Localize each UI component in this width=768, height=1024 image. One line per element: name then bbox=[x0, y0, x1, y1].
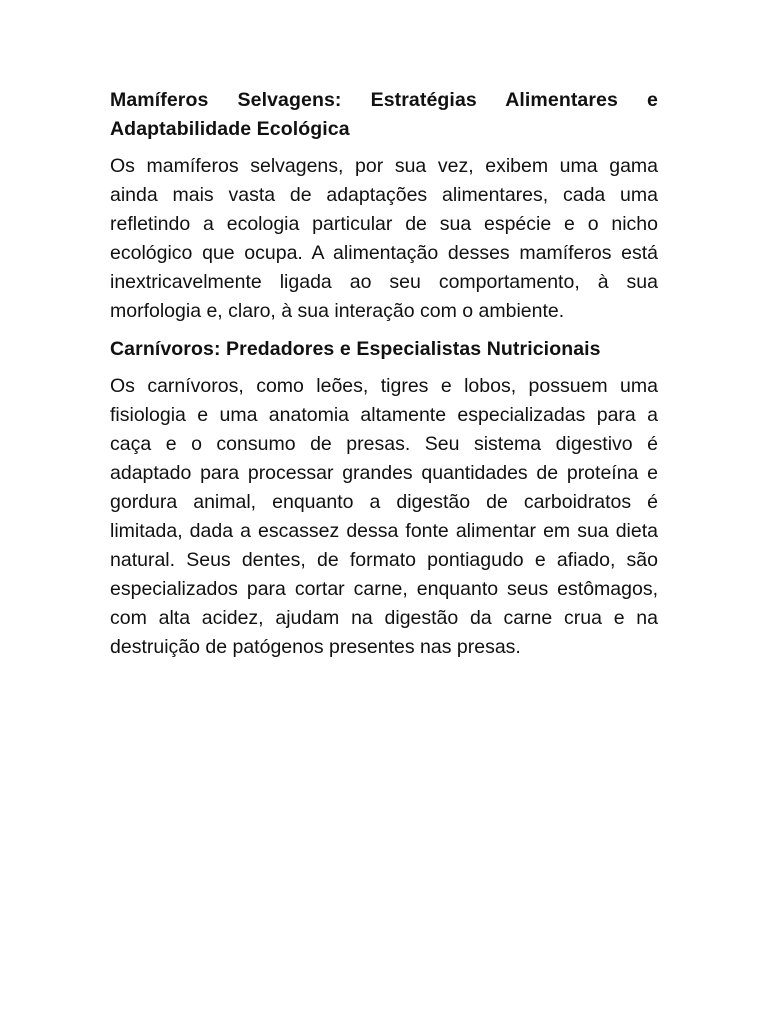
section-heading-wild-mammals: Mamíferos Selvagens: Estratégias Alimentares e Adaptabilidade Ecológica bbox=[110, 89, 658, 140]
section-heading-carnivores: Carnívoros: Predadores e Especialistas Nutricionais bbox=[110, 338, 601, 360]
paragraph-wild-mammals: Os mamíferos selvagens, por sua vez, exibem uma gama ainda mais vasta de adaptações alimentares, cada uma refletindo a ecologia particular de sua espécie e o nicho ecológico que ocupa. A alimentação desses mamíferos está inextricavelmente ligada ao seu comportamento, à sua morfologia e, claro, à sua interação com o ambiente. bbox=[110, 155, 658, 322]
paragraph-carnivores: Os carnívoros, como leões, tigres e lobos, possuem uma fisiologia e uma anatomia altamente especializadas para a caça e o consumo de presas. Seu sistema digestivo é adaptado para processar grandes quantidades de proteína e gordura animal, enquanto a digestão de carboidratos é limitada, dada a escassez dessa fonte alimentar em sua dieta natural. Seus dentes, de formato pontiagudo e afiado, são especializados para cortar carne, enquanto seus estômagos, com alta acidez, ajudam na digestão da carne crua e na destruição de patógenos presentes nas presas. bbox=[110, 375, 658, 658]
document-page bbox=[110, 86, 658, 662]
